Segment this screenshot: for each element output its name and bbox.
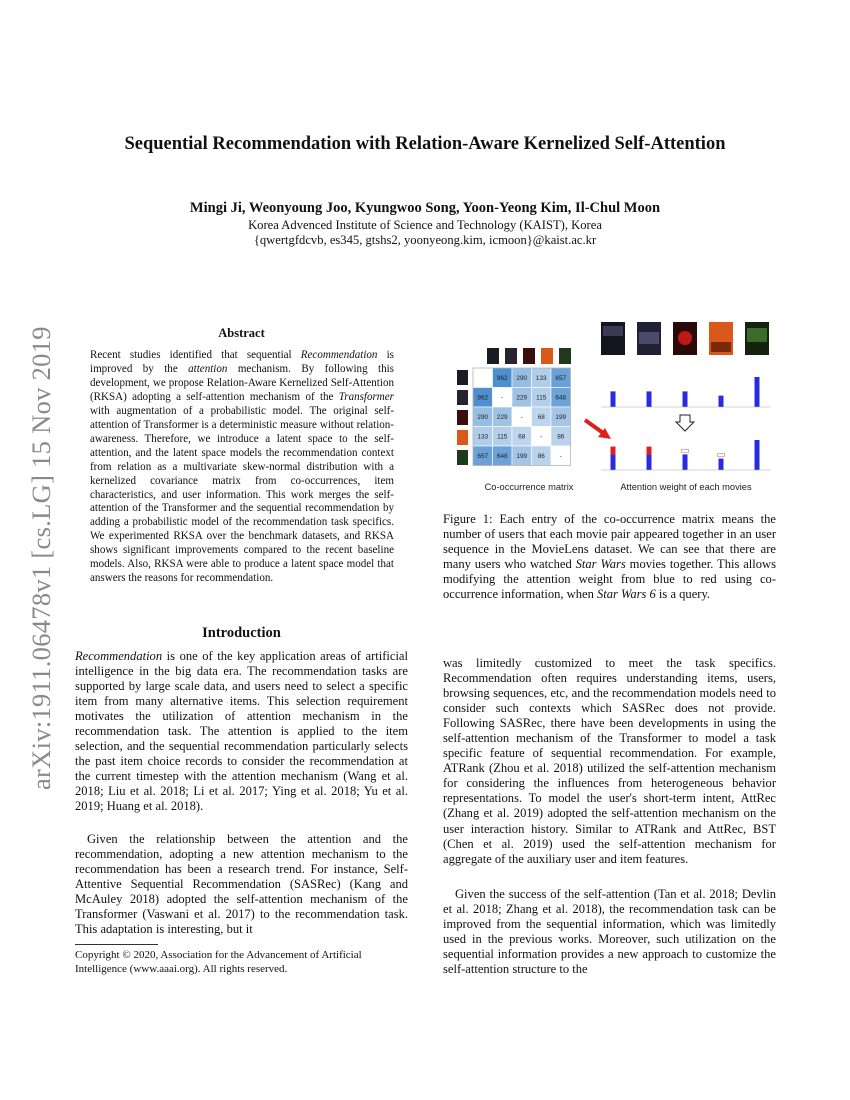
matrix-value: 648 <box>555 394 567 402</box>
matrix-value: 115 <box>497 433 508 441</box>
matrix-value: 86 <box>557 433 565 441</box>
attention-label: Attention weight of each movies <box>620 482 752 492</box>
intro-paragraph-1: Recommendation is one of the key application areas of artificial intelligence in the big data era. The recommendation tasks are supported by large scale data, and users need to select a specific item from many alternative items. This selection requirement motivates the utilization of attention mechanism in the recommendation task. The attention is applied to the item selection, and the sequential recommendation particularly selects the past item choice records to consider the recommendation at the current timestep with the attention mechanism (Wang et al. 2018; Liu et al. 2018; Li et al. 2017; Ying et al. 2018; Yu et al. 2019; Huang et al. 2018). <box>75 649 408 814</box>
poster-thumb-3 <box>523 348 535 364</box>
attention-bar <box>755 377 760 407</box>
attention-bar <box>611 391 616 407</box>
attention-bar-decrease <box>682 449 689 452</box>
matrix-value: 290 <box>477 413 489 421</box>
matrix-value: 290 <box>516 374 528 382</box>
down-arrow-icon <box>676 415 694 431</box>
attention-bar <box>647 391 652 407</box>
matrix-value: 962 <box>477 394 489 402</box>
matrix-value: 199 <box>516 452 528 460</box>
matrix-value: - <box>501 394 504 402</box>
attention-bar <box>755 440 760 470</box>
footnote-rule <box>75 944 158 945</box>
matrix-value: 648 <box>496 452 508 460</box>
matrix-value: 68 <box>518 433 526 441</box>
attention-bar-decrease <box>718 454 725 457</box>
matrix-value: 657 <box>477 452 489 460</box>
movie-poster-row <box>601 322 769 355</box>
attention-bars-after <box>611 440 760 470</box>
attention-bars-before <box>611 377 760 407</box>
poster-thumb-4 <box>541 348 553 364</box>
attention-bar <box>683 391 688 407</box>
paper-title: Sequential Recommendation with Relation-Aware Kernelized Self-Attention <box>124 134 726 154</box>
attention-bar <box>647 454 652 470</box>
matrix-value: 86 <box>537 452 545 460</box>
attention-bar-increase <box>611 447 616 455</box>
co-occurrence-matrix <box>473 368 571 466</box>
matrix-value: 68 <box>537 413 545 421</box>
poster-thumb-left-4 <box>457 430 468 445</box>
attention-bar <box>683 454 688 470</box>
matrix-cell <box>473 368 493 388</box>
author-list: Mingi Ji, Weonyoung Joo, Kyungwoo Song, Yoon-Yeong Kim, Il-Chul Moon <box>189 200 661 216</box>
matrix-poster-row <box>487 348 571 364</box>
matrix-value: - <box>559 452 562 460</box>
poster-thumb-left-3 <box>457 410 468 425</box>
affiliation: Korea Advenced Institute of Science and Technology (KAIST), Korea <box>248 218 602 232</box>
poster-thumb-1 <box>487 348 499 364</box>
matrix-label: Co-occurrence matrix <box>484 482 574 492</box>
attention-bar-increase <box>647 447 652 455</box>
matrix-value: 229 <box>516 394 528 402</box>
attention-bar <box>719 396 724 407</box>
attention-bar <box>719 459 724 470</box>
figure-caption: Figure 1: Each entry of the co-occurrence matrix means the number of users that each movie pair appeared together in an user sequence in the MovieLens dataset. We can see that there are many users who watched Star Wars movies together. This allows modifying the attention weight from blue to red using co-occurrence information, when Star Wars 6 is a query. <box>443 512 776 602</box>
matrix-value: 199 <box>555 413 567 421</box>
poster-thumb-5 <box>559 348 571 364</box>
matrix-value: 133 <box>535 374 547 382</box>
copyright-footnote: Copyright © 2020, Association for the Advancement of Artificial Intelligence (www.aaai.org). All rights reserved. <box>75 949 362 975</box>
matrix-value: 115 <box>536 394 547 402</box>
abstract-body: Recent studies identified that sequential Recommendation is improved by the attention mechanism. By following this development, we propose Relation-Aware Kernelized Self-Attention (RKSA) adopting a self-attention mechanism of the Transformer with augmentation of a probabilistic model. The original self-attention of Transformer is a deterministic measure without relation-awareness. Therefore, we introduce a latent space to the self-attention, and the latent space models the recommendation context from relation as a multivariate skew-normal distribution with a kernelized covariance matrix from co-occurrences, item characteristics, and user information. This work merges the self-attention of the Transformer and the sequential recommendation by adding a probabilistic model of the recommendation task specifics. We experimented RKSA over the benchmark datasets, and RKSA shows significant improvements compared to the recent baseline models. Also, RKSA were able to produce a latent space model that answers the reasons for recommendation. <box>90 349 394 585</box>
attention-bar <box>611 454 616 470</box>
introduction-heading: Introduction <box>202 625 281 641</box>
intro-paragraph-3: was limitedly customized to meet the task specifics. Recommendation often requires understanding items, users, browsing sequences, etc, and the recommendation models need to consider such contexts which SASRec does not provide. Following SASRec, there have been developments in using the self-attention mechanism of the Transformer to model a task specific feature of sequential recommendation. For example, ATRank (Zhou et al. 2018) utilized the self-attention mechanism for considering the influences from heterogeneous behavior representations. To model the user's short-term intent, AttRec (Zhang et al. 2019) adopted the self-attention mechanism on the user interaction history. Similar to ATRank and AttRec, BST (Chen et al. 2019) used the self-attention mechanism for aggregate of the auxiliary user and item features. <box>443 656 776 866</box>
matrix-poster-column <box>457 370 468 465</box>
arxiv-side-stamp: arXiv:1911.06478v1 [cs.LG] 15 Nov 2019 <box>26 326 56 790</box>
intro-paragraph-4: Given the success of the self-attention (Tan et al. 2018; Devlin et al. 2018; Zhang et al. 2018), the recommendation task can be improved from the sequential information, which was limitedly used in the previous works. Moreover, such utilization on the sequential information provides a new approach to customize the self-attention structure to the <box>443 887 776 977</box>
poster-thumb-left-2 <box>457 390 468 405</box>
poster-thumb-left-1 <box>457 370 468 385</box>
figure-1 <box>443 318 783 498</box>
matrix-value: 133 <box>477 433 489 441</box>
poster-thumb-left-5 <box>457 450 468 465</box>
matrix-value: - <box>540 433 543 441</box>
red-arrow-icon <box>585 420 611 439</box>
matrix-value: 657 <box>555 374 567 382</box>
matrix-value: - <box>520 413 523 421</box>
author-emails: {qwertgfdcvb, es345, gtshs2, yoonyeong.kim, icmoon}@kaist.ac.kr <box>253 233 597 247</box>
poster-thumb-2 <box>505 348 517 364</box>
matrix-value: 962 <box>496 374 508 382</box>
intro-paragraph-2: Given the relationship between the attention and the recommendation, adopting a new attention mechanism to the recommendation has been a research trend. For instance, Self-Attentive Sequential Recommendation (SASRec) (Kang and McAuley 2018) adopted the self-attention mechanism of the Transformer (Vaswani et al. 2017) to the recommendation task. This adaptation is interesting, but it <box>75 832 408 937</box>
matrix-value: 229 <box>496 413 508 421</box>
abstract-heading: Abstract <box>218 326 265 340</box>
